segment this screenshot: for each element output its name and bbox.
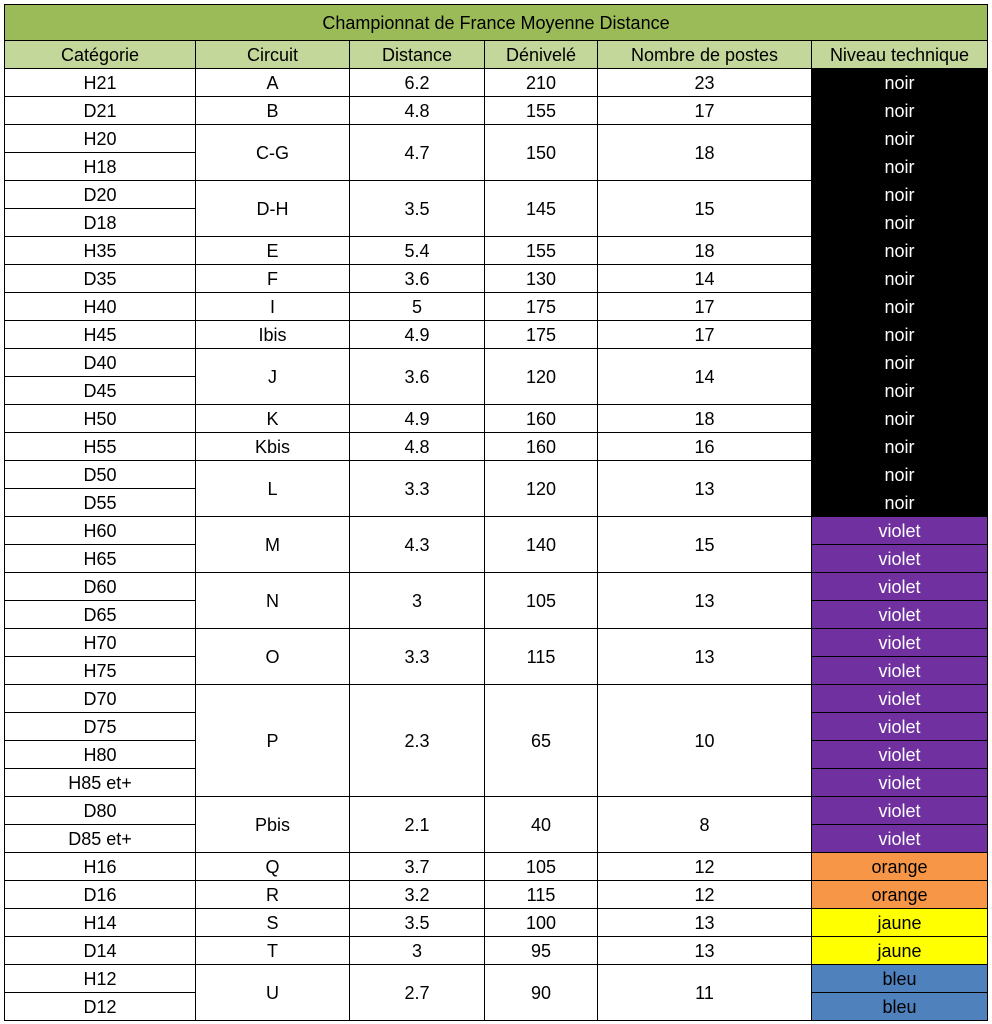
- cell-categorie: D12: [5, 993, 196, 1021]
- cell-distance: 3.2: [350, 881, 485, 909]
- cell-denivele: 65: [485, 685, 598, 797]
- cell-categorie: D20: [5, 181, 196, 209]
- table-row: [5, 937, 988, 965]
- cell-categorie: D50: [5, 461, 196, 489]
- header-categorie: Catégorie: [5, 41, 196, 69]
- cell-postes: 17: [598, 321, 812, 349]
- cell-categorie: H35: [5, 237, 196, 265]
- cell-distance: 2.7: [350, 965, 485, 1021]
- cell-categorie: H40: [5, 293, 196, 321]
- cell-distance: 4.8: [350, 433, 485, 461]
- cell-niveau: noir: [812, 153, 988, 181]
- cell-categorie: H18: [5, 153, 196, 181]
- cell-denivele: 100: [485, 909, 598, 937]
- cell-niveau: violet: [812, 629, 988, 657]
- cell-denivele: 90: [485, 965, 598, 1021]
- cell-denivele: 145: [485, 181, 598, 237]
- cell-niveau: jaune: [812, 909, 988, 937]
- cell-distance: 4.3: [350, 517, 485, 573]
- header-postes: Nombre de postes: [598, 41, 812, 69]
- cell-niveau: noir: [812, 237, 988, 265]
- cell-postes: 16: [598, 433, 812, 461]
- cell-niveau: jaune: [812, 937, 988, 965]
- table-body: [5, 5, 988, 1021]
- table-row: [5, 433, 988, 461]
- cell-niveau: violet: [812, 825, 988, 853]
- cell-categorie: H65: [5, 545, 196, 573]
- table-row: [5, 237, 988, 265]
- cell-categorie: D16: [5, 881, 196, 909]
- header-niveau: Niveau technique: [812, 41, 988, 69]
- cell-niveau: noir: [812, 461, 988, 489]
- cell-niveau: noir: [812, 293, 988, 321]
- title-row: [5, 5, 988, 41]
- table-row: [5, 685, 988, 713]
- cell-denivele: 160: [485, 405, 598, 433]
- cell-circuit: B: [196, 97, 350, 125]
- cell-niveau: noir: [812, 321, 988, 349]
- cell-circuit: S: [196, 909, 350, 937]
- cell-distance: 3.6: [350, 265, 485, 293]
- cell-postes: 13: [598, 461, 812, 517]
- championship-table: [4, 4, 988, 1021]
- cell-niveau: noir: [812, 97, 988, 125]
- cell-denivele: 130: [485, 265, 598, 293]
- cell-denivele: 105: [485, 853, 598, 881]
- cell-categorie: D55: [5, 489, 196, 517]
- table-row: [5, 125, 988, 153]
- cell-postes: 18: [598, 125, 812, 181]
- cell-categorie: D21: [5, 97, 196, 125]
- cell-categorie: D45: [5, 377, 196, 405]
- cell-circuit: Pbis: [196, 797, 350, 853]
- table-row: [5, 181, 988, 209]
- table-row: [5, 69, 988, 97]
- table-row: [5, 573, 988, 601]
- cell-niveau: violet: [812, 517, 988, 545]
- cell-denivele: 140: [485, 517, 598, 573]
- cell-circuit: E: [196, 237, 350, 265]
- cell-categorie: D60: [5, 573, 196, 601]
- cell-categorie: D35: [5, 265, 196, 293]
- cell-postes: 13: [598, 909, 812, 937]
- cell-distance: 5.4: [350, 237, 485, 265]
- cell-postes: 18: [598, 237, 812, 265]
- cell-niveau: orange: [812, 881, 988, 909]
- table-row: [5, 797, 988, 825]
- cell-circuit: Ibis: [196, 321, 350, 349]
- cell-niveau: violet: [812, 741, 988, 769]
- cell-niveau: violet: [812, 601, 988, 629]
- cell-circuit: D-H: [196, 181, 350, 237]
- cell-postes: 12: [598, 853, 812, 881]
- cell-circuit: T: [196, 937, 350, 965]
- cell-circuit: I: [196, 293, 350, 321]
- cell-niveau: violet: [812, 685, 988, 713]
- cell-postes: 10: [598, 685, 812, 797]
- cell-categorie: H50: [5, 405, 196, 433]
- cell-distance: 4.9: [350, 405, 485, 433]
- cell-categorie: H14: [5, 909, 196, 937]
- cell-categorie: H60: [5, 517, 196, 545]
- cell-postes: 12: [598, 881, 812, 909]
- table-row: [5, 349, 988, 377]
- table-row: [5, 321, 988, 349]
- cell-categorie: D70: [5, 685, 196, 713]
- table-row: [5, 405, 988, 433]
- cell-circuit: Q: [196, 853, 350, 881]
- cell-categorie: H75: [5, 657, 196, 685]
- cell-denivele: 155: [485, 97, 598, 125]
- cell-denivele: 175: [485, 293, 598, 321]
- cell-postes: 14: [598, 349, 812, 405]
- cell-distance: 4.7: [350, 125, 485, 181]
- cell-circuit: F: [196, 265, 350, 293]
- cell-niveau: violet: [812, 797, 988, 825]
- cell-distance: 3.6: [350, 349, 485, 405]
- cell-circuit: C-G: [196, 125, 350, 181]
- table-row: [5, 881, 988, 909]
- cell-distance: 3.3: [350, 629, 485, 685]
- header-denivele: Dénivelé: [485, 41, 598, 69]
- cell-categorie: H21: [5, 69, 196, 97]
- cell-niveau: noir: [812, 433, 988, 461]
- cell-postes: 15: [598, 181, 812, 237]
- cell-niveau: noir: [812, 209, 988, 237]
- header-row: [5, 41, 988, 69]
- cell-postes: 11: [598, 965, 812, 1021]
- cell-denivele: 120: [485, 461, 598, 517]
- cell-niveau: noir: [812, 265, 988, 293]
- table-row: [5, 97, 988, 125]
- cell-circuit: K: [196, 405, 350, 433]
- cell-postes: 8: [598, 797, 812, 853]
- table-row: [5, 517, 988, 545]
- cell-categorie: H85 et+: [5, 769, 196, 797]
- table-row: [5, 293, 988, 321]
- cell-distance: 2.1: [350, 797, 485, 853]
- cell-distance: 3.5: [350, 909, 485, 937]
- table-row: [5, 629, 988, 657]
- header-circuit: Circuit: [196, 41, 350, 69]
- cell-distance: 3: [350, 573, 485, 629]
- cell-circuit: A: [196, 69, 350, 97]
- cell-postes: 13: [598, 629, 812, 685]
- cell-postes: 17: [598, 293, 812, 321]
- cell-denivele: 155: [485, 237, 598, 265]
- cell-categorie: H55: [5, 433, 196, 461]
- cell-circuit: Kbis: [196, 433, 350, 461]
- cell-niveau: noir: [812, 377, 988, 405]
- cell-categorie: D85 et+: [5, 825, 196, 853]
- cell-categorie: H16: [5, 853, 196, 881]
- cell-categorie: D80: [5, 797, 196, 825]
- cell-distance: 4.8: [350, 97, 485, 125]
- cell-niveau: violet: [812, 769, 988, 797]
- cell-niveau: violet: [812, 573, 988, 601]
- cell-circuit: P: [196, 685, 350, 797]
- cell-postes: 17: [598, 97, 812, 125]
- table-row: [5, 853, 988, 881]
- cell-categorie: D65: [5, 601, 196, 629]
- cell-niveau: noir: [812, 69, 988, 97]
- cell-denivele: 115: [485, 629, 598, 685]
- table-row: [5, 265, 988, 293]
- table-title: Championnat de France Moyenne Distance: [5, 5, 988, 41]
- cell-denivele: 40: [485, 797, 598, 853]
- cell-circuit: O: [196, 629, 350, 685]
- cell-categorie: H70: [5, 629, 196, 657]
- cell-distance: 2.3: [350, 685, 485, 797]
- table-row: [5, 461, 988, 489]
- cell-denivele: 105: [485, 573, 598, 629]
- cell-circuit: J: [196, 349, 350, 405]
- cell-denivele: 210: [485, 69, 598, 97]
- cell-distance: 3.3: [350, 461, 485, 517]
- cell-niveau: violet: [812, 713, 988, 741]
- cell-circuit: M: [196, 517, 350, 573]
- cell-niveau: violet: [812, 657, 988, 685]
- cell-distance: 6.2: [350, 69, 485, 97]
- cell-distance: 4.9: [350, 321, 485, 349]
- cell-niveau: noir: [812, 489, 988, 517]
- cell-categorie: H80: [5, 741, 196, 769]
- cell-denivele: 120: [485, 349, 598, 405]
- cell-denivele: 150: [485, 125, 598, 181]
- cell-niveau: bleu: [812, 993, 988, 1021]
- cell-denivele: 175: [485, 321, 598, 349]
- cell-denivele: 160: [485, 433, 598, 461]
- cell-postes: 23: [598, 69, 812, 97]
- cell-categorie: D75: [5, 713, 196, 741]
- cell-niveau: orange: [812, 853, 988, 881]
- cell-postes: 14: [598, 265, 812, 293]
- cell-denivele: 115: [485, 881, 598, 909]
- header-distance: Distance: [350, 41, 485, 69]
- cell-postes: 18: [598, 405, 812, 433]
- cell-niveau: noir: [812, 405, 988, 433]
- cell-categorie: D40: [5, 349, 196, 377]
- cell-postes: 13: [598, 937, 812, 965]
- cell-distance: 3: [350, 937, 485, 965]
- cell-circuit: L: [196, 461, 350, 517]
- cell-distance: 5: [350, 293, 485, 321]
- cell-denivele: 95: [485, 937, 598, 965]
- cell-categorie: H45: [5, 321, 196, 349]
- cell-niveau: bleu: [812, 965, 988, 993]
- cell-niveau: noir: [812, 125, 988, 153]
- cell-distance: 3.5: [350, 181, 485, 237]
- cell-niveau: noir: [812, 181, 988, 209]
- cell-circuit: N: [196, 573, 350, 629]
- cell-categorie: D14: [5, 937, 196, 965]
- cell-circuit: U: [196, 965, 350, 1021]
- cell-postes: 13: [598, 573, 812, 629]
- cell-niveau: violet: [812, 545, 988, 573]
- cell-postes: 15: [598, 517, 812, 573]
- table-row: [5, 965, 988, 993]
- cell-distance: 3.7: [350, 853, 485, 881]
- table-row: [5, 909, 988, 937]
- cell-circuit: R: [196, 881, 350, 909]
- cell-niveau: noir: [812, 349, 988, 377]
- cell-categorie: H12: [5, 965, 196, 993]
- cell-categorie: H20: [5, 125, 196, 153]
- cell-categorie: D18: [5, 209, 196, 237]
